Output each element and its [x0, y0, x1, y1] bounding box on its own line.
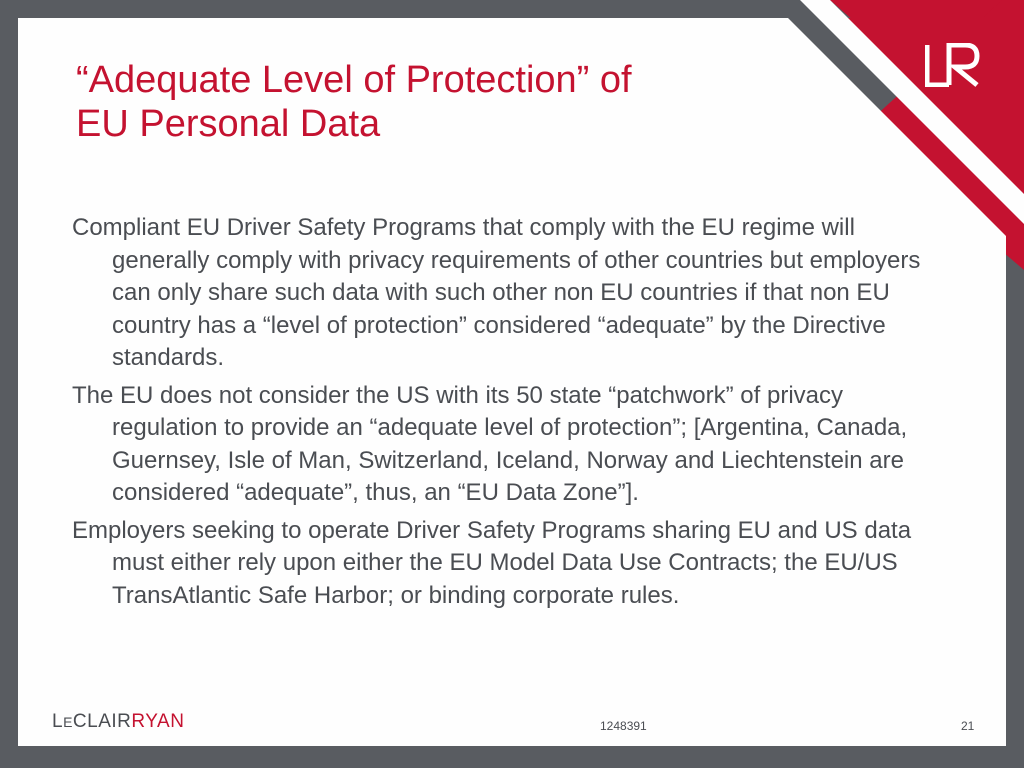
lr-logo-icon [925, 43, 981, 87]
slide-body [72, 212, 952, 617]
paragraph-1: Compliant EU Driver Safety Programs that comply with the EU regime will generally comply with privacy requirements of other countries but employers can only share such data with such other non EU countries if that non EU country has a “level of protection” considered “adequate” by the Directive standards. [72, 214, 921, 371]
paragraph-2: The EU does not consider the US with its 50 state “patchwork” of privacy regulation to provide an “adequate level of protection”; [Argentina, Canada, Guernsey, Isle of Man, Switzerland, Iceland, Norway and Liechtenstein are considered “adequate”, thus, an “EU Data Zone”]. [72, 381, 908, 506]
leclairryan-logo [52, 708, 232, 732]
title-line-2: EU Personal Data [76, 103, 381, 145]
page-number: 21 [961, 719, 975, 733]
svg-text:LECLAIRRYAN: LECLAIRRYAN [52, 711, 185, 732]
paragraph-3: Employers seeking to operate Driver Safety Programs sharing EU and US data must either rely upon either the EU Model Data Use Contracts; the EU/US TransAtlantic Safe Harbor; or binding corporate rules. [72, 516, 912, 609]
slide-title [76, 58, 776, 146]
title-line-1: “Adequate Level of Protection” of [76, 59, 632, 101]
document-id: 1248391 [600, 719, 647, 733]
